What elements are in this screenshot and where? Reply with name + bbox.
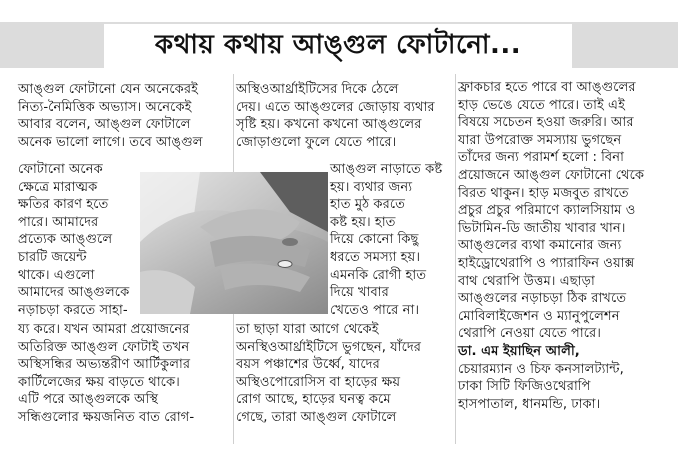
column-3 [458, 79, 674, 413]
headline: কথায় কথায় আঙ্গুল ফোটানো... [154, 30, 522, 60]
text-line: অনেক ভালো লাগে। তবে আঙ্গুল [18, 134, 203, 150]
text-line: সৃষ্টি হয়। কখনো কখনো আঙ্গুলের [236, 117, 422, 133]
text-line: হাইড্রোথেরাপি ও প্যারাফিন ওয়াক্স [458, 255, 635, 271]
text-line: জোড়াগুলো ফুলে যেতে পারে। [236, 134, 397, 150]
text-line: অস্থিওআর্থ্রাইটিসের দিকে ঠেলে [236, 82, 399, 97]
column-1-wrap [18, 161, 138, 319]
text-line: অস্থিসন্ধির অভ্যন্তরীণ আর্টিকুলার [18, 357, 191, 373]
text-line: বিষয়ে সচেতন হওয়া জরুরি। আর [458, 115, 634, 131]
text-line: বয়স পঞ্চাশের উর্ধ্বে, যাদের [236, 357, 380, 373]
text-line: কষ্ট হয়। হাত [330, 214, 396, 230]
text-line: প্রচুর প্রচুর পরিমাণে ক্যালসিয়াম ও [458, 203, 636, 219]
text-line: নিত্য-নৈমিত্তিক অভ্যাস। অনেকেই [18, 99, 192, 115]
column-1-top [18, 81, 234, 151]
text-line: প্রত্যেক আঙ্গুলে [18, 232, 113, 248]
text-line: দিয়ে কোনো কিছু [330, 232, 419, 248]
text-line: দিয়ে খাবার [330, 285, 389, 301]
column-1-bottom [18, 321, 234, 427]
author-org: ঢাকা সিটি ফিজিওথেরাপি [458, 379, 591, 395]
text-line: থেরাপি নেওয়া যেতে পারে। [458, 326, 601, 342]
text-line: যারা উপরোক্ত সমস্যায় ভুগছেন [458, 132, 622, 148]
text-line: এমনকি রোগী হাত [330, 267, 427, 283]
text-line: পারে। আমাদের [18, 214, 99, 230]
text-line: আমাদের আঙ্গুলকে [18, 285, 130, 301]
text-line: চারটি জয়েন্ট [18, 249, 87, 265]
text-line: আঙ্গুলের নড়াচড়া ঠিক রাখতে [458, 291, 627, 307]
author-title: চেয়ারম্যান ও চিফ কনসালট্যান্ট, [458, 361, 624, 377]
text-line: খেতেও পারে না। [330, 302, 420, 318]
text-line: এটি পরে আঙ্গুলকে অস্থি [18, 392, 159, 408]
text-line: অতিরিক্ত আঙ্গুল ফোটাই তখন [18, 339, 190, 355]
column-2-top [236, 81, 456, 151]
text-line: ক্ষতির কারণ হতে [18, 197, 109, 213]
text-line: ক্ষেত্রে মারাত্মক [18, 179, 98, 195]
text-line: প্রয়োজনে আঙ্গুল ফোটানো থেকে [458, 167, 645, 183]
text-line: ফ্রাকচার হতে পারে বা আঙ্গুলের [458, 80, 636, 95]
hands-photo [140, 172, 328, 314]
author-address: হাসপাতাল, ধানমন্ডি, ঢাকা। [458, 396, 601, 412]
text-line: নড়াচড়া করতে সাহা- [18, 302, 128, 318]
text-line: তাঁদের জন্য পরামর্শ হলো : বিনা [458, 150, 624, 166]
text-line: অনস্থিওআর্থ্রাইটিসে ভুগছেন, যাঁদের [236, 339, 422, 355]
text-line: ফোটানো অনেক [18, 162, 103, 177]
text-line: দেয়। এতে আঙ্গুলের জোড়ায় ব্যথার [236, 99, 435, 115]
text-line: ভিটামিন-ডি জাতীয় খাবার খান। [458, 220, 626, 236]
text-line: বিরত থাকুন। হাড় মজবুত রাখতে [458, 185, 629, 201]
hands-illustration [140, 172, 328, 314]
text-line: হাড় ভেঙে যেতে পারে। তাই এই [458, 97, 625, 113]
text-line: ধরতে সমস্যা হয়। [330, 249, 421, 265]
text-line: আঙ্গুল ফোটানো যেন অনেকেরই [18, 82, 199, 97]
text-line: সন্ধিগুলোর ক্ষয়জনিত বাত রোগ- [18, 409, 195, 425]
text-line: হাত মুঠ করতে [330, 197, 406, 213]
text-line: রোগ আছে, হাড়ের ঘনত্ব কমে [236, 392, 391, 408]
text-line: বাথ থেরাপি উত্তম। এছাড়া [458, 273, 595, 289]
text-line: অস্থিওপোরোসিস বা হাড়ের ক্ষয় [236, 374, 401, 390]
text-line: আঙ্গুলের ব্যথা কমানোর জন্য [458, 238, 622, 254]
text-line: তা ছাড়া যারা আগে থেকেই [236, 322, 379, 337]
author-name: ডা. এম ইয়াছিন আলী, [458, 343, 580, 359]
text-line: হয়। ব্যথার জন্য [330, 179, 413, 195]
column-2-wrap [330, 161, 454, 319]
text-line: কার্টিলেজের ক্ষয় বাড়তে থাকে। [18, 374, 180, 390]
headline-box [104, 24, 572, 68]
text-line: আবার বলেন, আঙ্গুল ফোটালে [18, 117, 191, 133]
text-line: আঙ্গুল নাড়াতে কষ্ট [330, 162, 443, 177]
text-line: মোবিলাইজেশন ও ম্যানুপুলেশন [458, 308, 620, 324]
text-line: গেছে, তারা আঙ্গুল ফোটালে [236, 409, 397, 425]
text-line: য্য করে। যখন আমরা প্রয়োজনের [18, 322, 190, 337]
text-line: থাকে। এগুলো [18, 267, 95, 283]
column-2-bottom [236, 321, 456, 427]
